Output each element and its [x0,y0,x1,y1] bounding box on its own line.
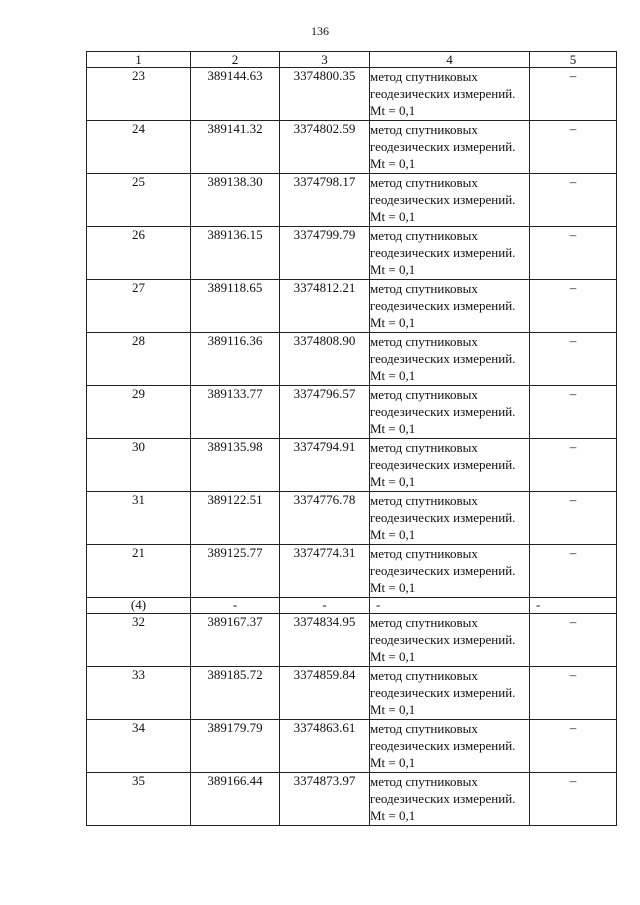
point-number-cell: 27 [87,280,191,333]
y-coordinate-cell: 3374873.97 [280,773,370,826]
note-cell: – [530,386,617,439]
column-header: 2 [191,52,280,68]
note-cell: – [530,333,617,386]
x-coordinate-cell: 389179.79 [191,720,280,773]
method-cell: метод спутниковых геодезических измерений. Mt = 0,1 [370,545,530,598]
x-coordinate-cell: 389166.44 [191,773,280,826]
x-coordinate-cell: 389144.63 [191,68,280,121]
y-coordinate-cell: 3374776.78 [280,492,370,545]
x-coordinate-cell: 389125.77 [191,545,280,598]
y-coordinate-cell: 3374834.95 [280,614,370,667]
y-coordinate-cell: 3374796.57 [280,386,370,439]
y-coordinate-cell: 3374774.31 [280,545,370,598]
point-number-cell: 33 [87,667,191,720]
point-number-cell: 24 [87,121,191,174]
method-cell: метод спутниковых геодезических измерений. Mt = 0,1 [370,614,530,667]
table-row [87,227,617,280]
x-coordinate-cell: 389122.51 [191,492,280,545]
note-cell: – [530,614,617,667]
point-number-cell: 30 [87,439,191,492]
note-cell: – [530,68,617,121]
x-coordinate-cell: 389136.15 [191,227,280,280]
column-header: 3 [280,52,370,68]
method-cell: метод спутниковых геодезических измерений. Mt = 0,1 [370,174,530,227]
table-row [87,174,617,227]
method-cell: метод спутниковых геодезических измерений. Mt = 0,1 [370,773,530,826]
x-coordinate-cell: 389167.37 [191,614,280,667]
column-header: 1 [87,52,191,68]
note-cell: – [530,280,617,333]
method-cell: метод спутниковых геодезических измерений. Mt = 0,1 [370,121,530,174]
x-coordinate-cell: 389118.65 [191,280,280,333]
method-cell: метод спутниковых геодезических измерений. Mt = 0,1 [370,439,530,492]
table-row [87,386,617,439]
x-coordinate-cell: 389133.77 [191,386,280,439]
table-row [87,667,617,720]
method-cell: метод спутниковых геодезических измерений. Mt = 0,1 [370,68,530,121]
table-row [87,773,617,826]
table-row [87,68,617,121]
separator-method-cell: - [370,598,530,614]
method-cell: метод спутниковых геодезических измерений. Mt = 0,1 [370,492,530,545]
table-body [87,68,617,826]
y-coordinate-cell: 3374794.91 [280,439,370,492]
table-row [87,280,617,333]
point-number-cell: 35 [87,773,191,826]
table-row [87,614,617,667]
y-coordinate-cell: 3374800.35 [280,68,370,121]
method-cell: метод спутниковых геодезических измерений. Mt = 0,1 [370,720,530,773]
table-row [87,492,617,545]
note-cell: – [530,227,617,280]
x-coordinate-cell: 389135.98 [191,439,280,492]
method-cell: метод спутниковых геодезических измерений. Mt = 0,1 [370,227,530,280]
x-coordinate-cell: 389138.30 [191,174,280,227]
table-row [87,333,617,386]
x-coordinate-cell: 389141.32 [191,121,280,174]
note-cell: – [530,773,617,826]
method-cell: метод спутниковых геодезических измерений. Mt = 0,1 [370,386,530,439]
separator-note-cell: - [530,598,617,614]
point-number-cell: 25 [87,174,191,227]
point-number-cell: 32 [87,614,191,667]
point-number-cell: 31 [87,492,191,545]
note-cell: – [530,121,617,174]
x-coordinate-cell: 389185.72 [191,667,280,720]
y-coordinate-cell: 3374799.79 [280,227,370,280]
y-coordinate-cell: 3374808.90 [280,333,370,386]
separator-row [87,598,617,614]
page-number: 136 [311,24,329,38]
method-cell: метод спутниковых геодезических измерений. Mt = 0,1 [370,667,530,720]
coordinates-table [86,51,617,826]
note-cell: – [530,667,617,720]
point-number-cell: 21 [87,545,191,598]
separator-x-cell: - [191,598,280,614]
point-number-cell: 23 [87,68,191,121]
y-coordinate-cell: 3374863.61 [280,720,370,773]
point-number-cell: 26 [87,227,191,280]
note-cell: – [530,174,617,227]
table-row [87,439,617,492]
method-cell: метод спутниковых геодезических измерений. Mt = 0,1 [370,333,530,386]
note-cell: – [530,720,617,773]
y-coordinate-cell: 3374812.21 [280,280,370,333]
note-cell: – [530,439,617,492]
method-cell: метод спутниковых геодезических измерений. Mt = 0,1 [370,280,530,333]
y-coordinate-cell: 3374798.17 [280,174,370,227]
point-number-cell: 28 [87,333,191,386]
table-row [87,121,617,174]
column-header: 4 [370,52,530,68]
y-coordinate-cell: 3374802.59 [280,121,370,174]
table-header-row [87,52,617,68]
separator-y-cell: - [280,598,370,614]
table-row [87,720,617,773]
point-number-cell: 29 [87,386,191,439]
x-coordinate-cell: 389116.36 [191,333,280,386]
point-number-cell: 34 [87,720,191,773]
y-coordinate-cell: 3374859.84 [280,667,370,720]
table-row [87,545,617,598]
note-cell: – [530,545,617,598]
note-cell: – [530,492,617,545]
separator-label-cell: (4) [87,598,191,614]
column-header: 5 [530,52,617,68]
